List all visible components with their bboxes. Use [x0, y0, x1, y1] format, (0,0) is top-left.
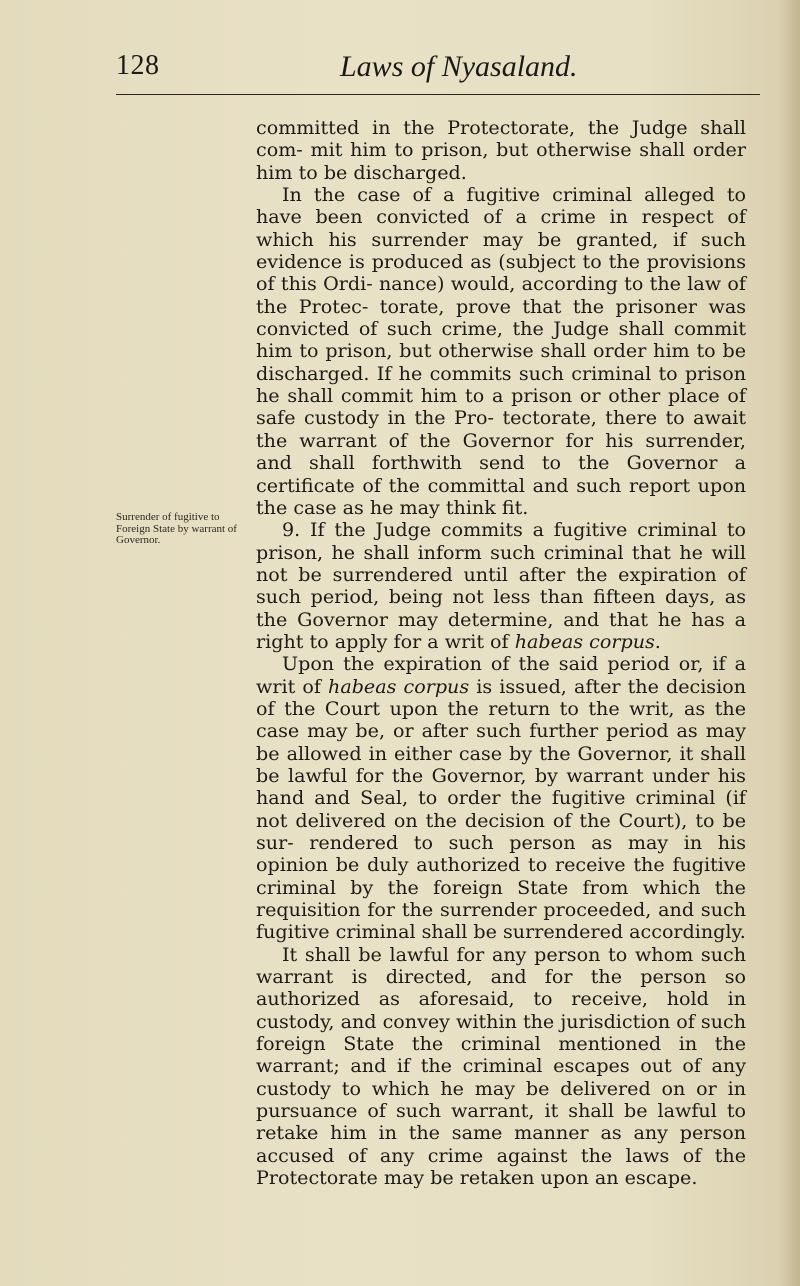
paragraph-1: committed in the Protectorate, the Judge shall com- mit him to prison, but otherwise shall order him to be discharged. [256, 116, 746, 184]
paragraph-section-9 [256, 519, 746, 653]
paragraph-5: It shall be lawful for any person to whom such warrant is directed, and for the person so authorized as aforesaid, to receive, hold in custody, and convey within the jurisdiction of such foreign State the criminal mentioned in the warrant; and if the criminal escapes out of any custody to which he may be delivered on or in pursuance of such warrant, it shall be lawful to retake him in the same manner as any person accused of any crime against the laws of the Protectorate may be retaken upon an escape. [256, 942, 746, 1190]
paragraph-4 [256, 653, 746, 943]
page-number: 128 [116, 50, 160, 81]
margin-note: Surrender of fugitive to Foreign State by warrant of Governor. [116, 511, 237, 546]
running-title: Laws of Nyasaland. [340, 50, 578, 83]
header-rule [116, 94, 760, 95]
paragraph-2: In the case of a fugitive criminal alleged to have been convicted of a crime in respect of which his surrender may be granted, if such evidence is produced as (subject to the provisions of this Ordi- nance) would, according to the law of the Protec- torate, prove that the prisoner was convicted of such crime, the Judge shall commit him to prison, but otherwise shall order him to be discharged. If he commits such criminal to prison he shall commit him to a prison or other place of safe custody in the Pro- tectorate, there to await the warrant of the Governor for his surrender, and shall forthwith send to the Governor a certificate of the committal and such report upon the case as he may think fit. [256, 183, 746, 519]
habeas-corpus-term: habeas corpus [328, 674, 470, 698]
paragraph-section-9-end: . [654, 629, 661, 653]
body-text [256, 117, 746, 1190]
paragraph-section-9-text: 9. If the Judge commits a fugitive criminal to prison, he shall inform such criminal that he will not be surrendered until after the expiration of such period, being not less than fifteen days, as the Governor may determine, and that he has a right to apply for a writ of [256, 518, 746, 653]
paragraph-4-rest: is issued, after the decision of the Court upon the return to the writ, as the case may be, or after such further period as may be allowed in either case by the Governor, it shall be lawful for the Governor, by warrant under his hand and Seal, to order the fugitive criminal (if not delivered on the decision of the Court), to be sur- rendered to such person as may in his opinion be duly authorized to receive the fugitive criminal by the foreign State from which the requisition for the surrender proceeded, and such fugitive criminal shall be surrendered accordingly. [256, 674, 747, 944]
paragraph-4-start: Upon the expiration of the said period or, if a writ of [256, 652, 746, 698]
habeas-corpus-term: habeas corpus [514, 629, 655, 653]
page-edge-shadow [778, 0, 800, 1286]
